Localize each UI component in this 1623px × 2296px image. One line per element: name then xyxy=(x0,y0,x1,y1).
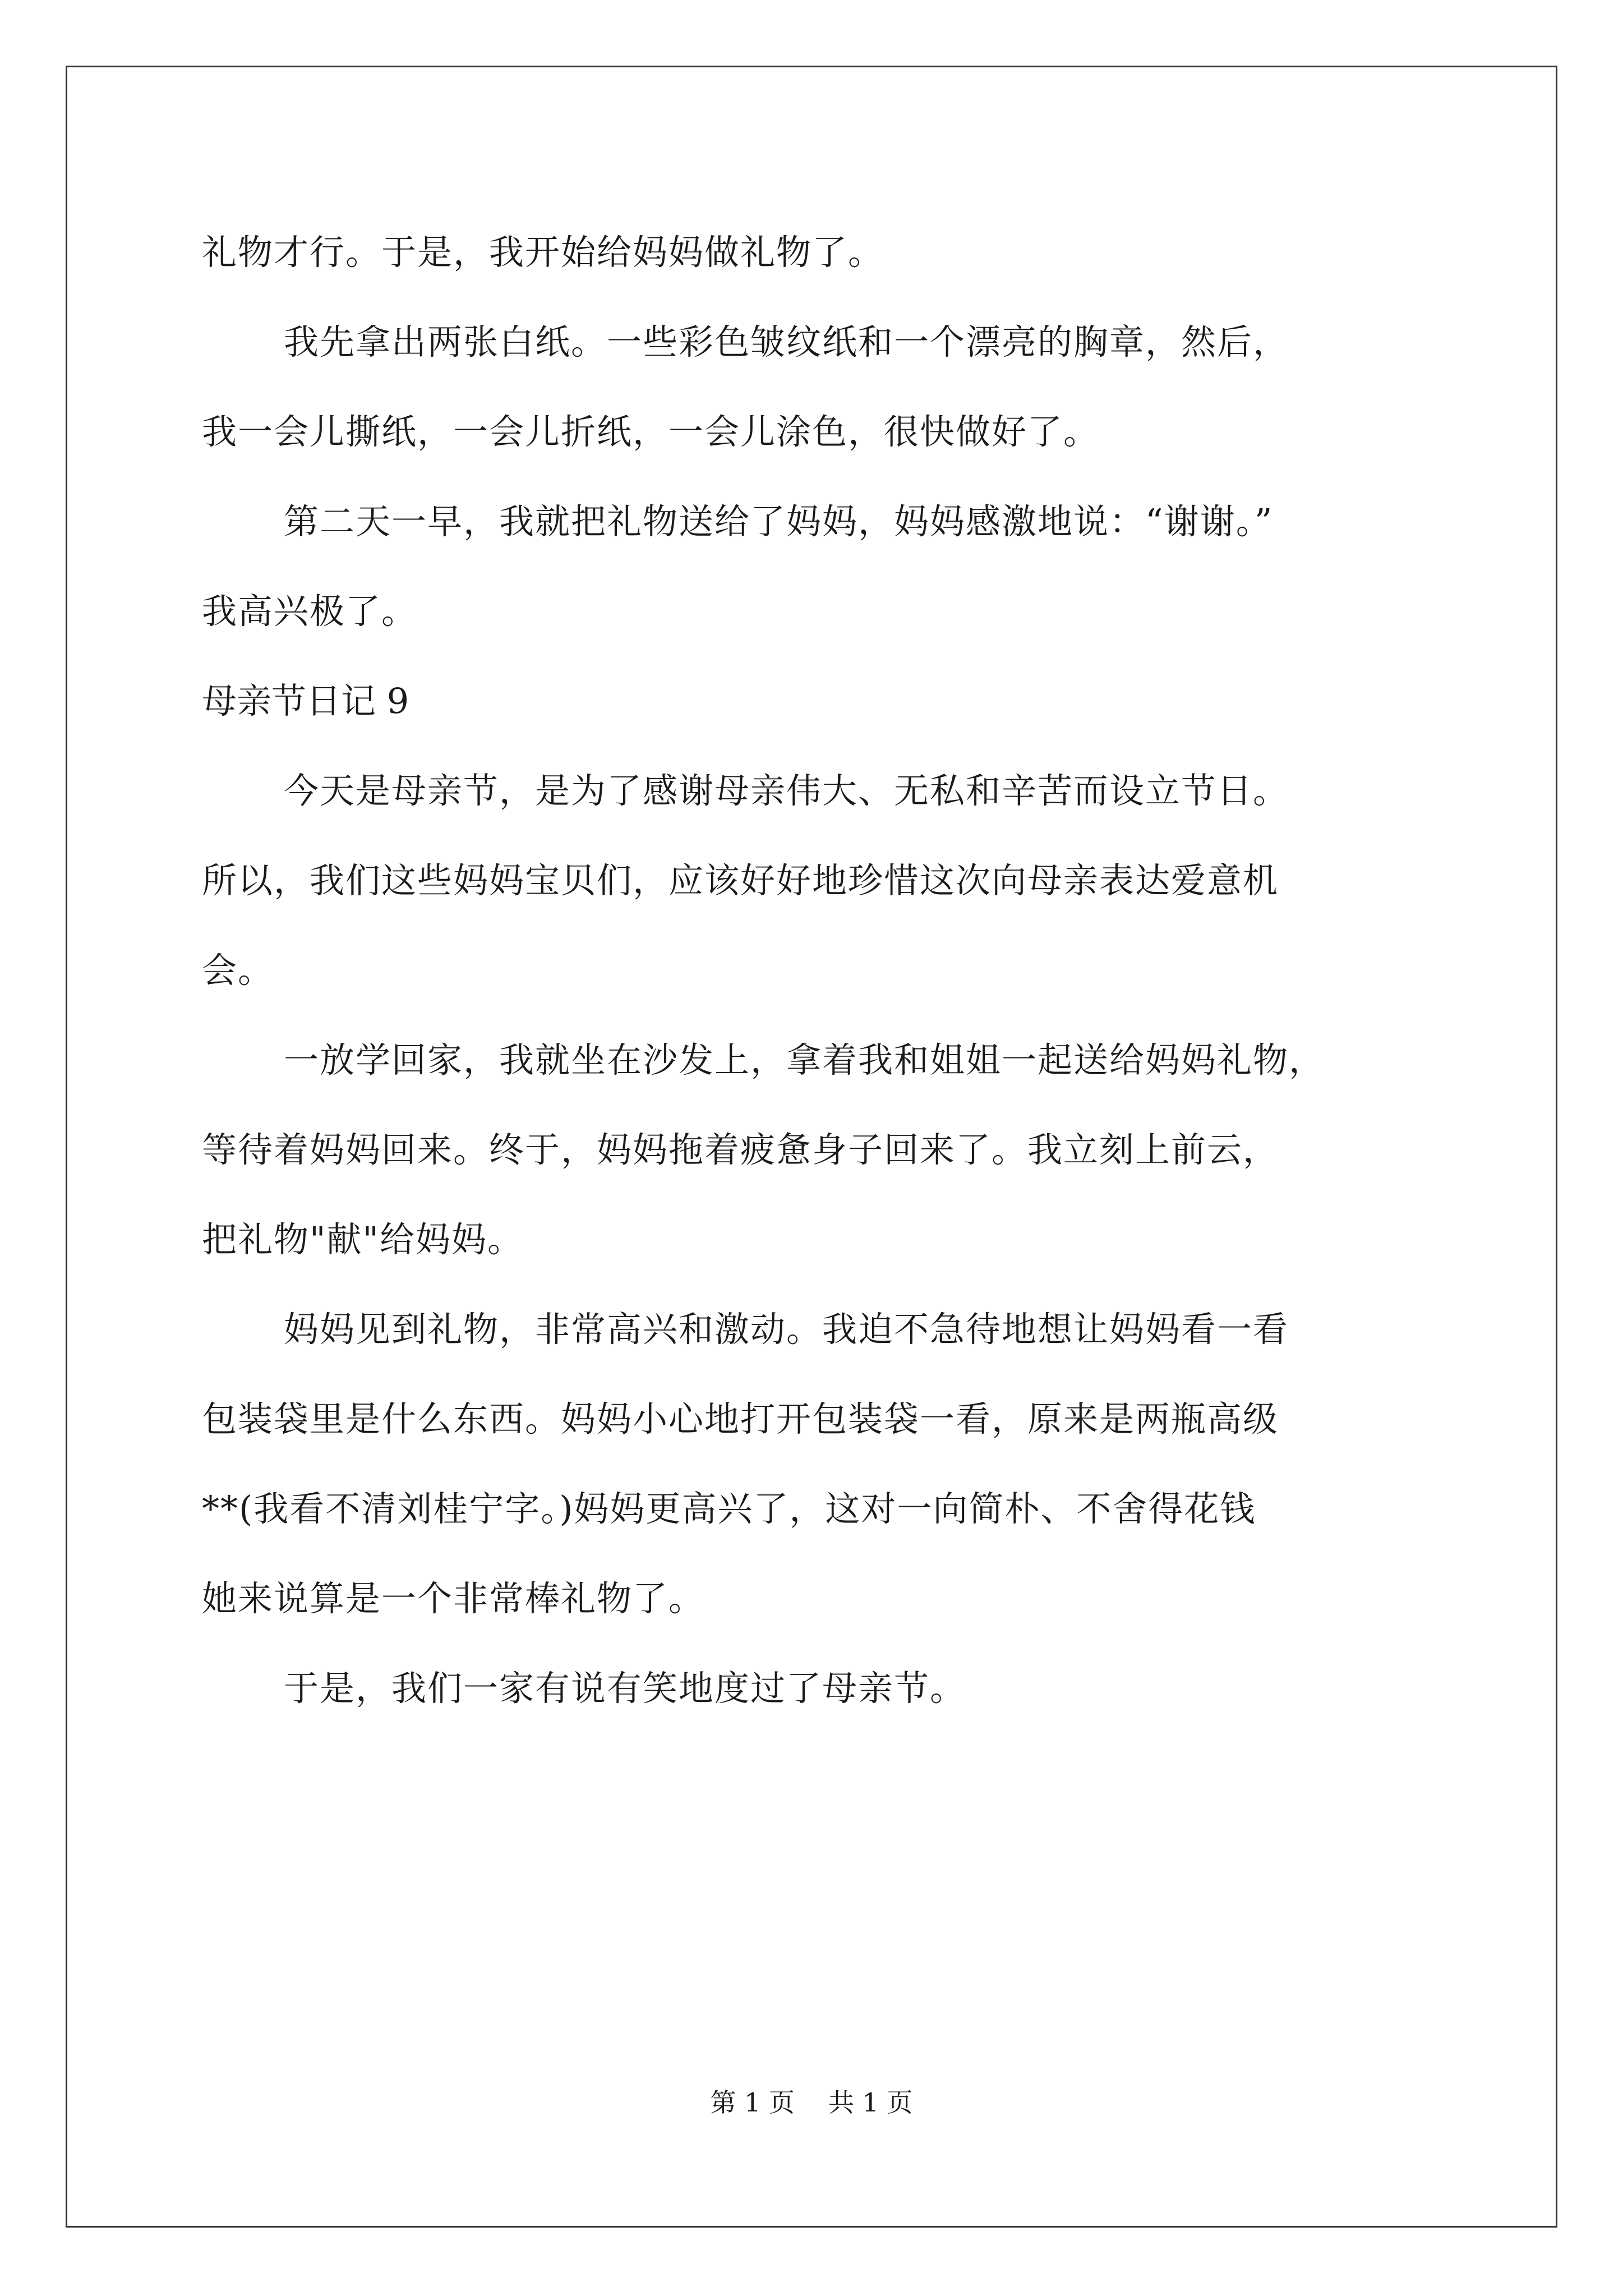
text-line: 她来说算是一个非常棒礼物了。 xyxy=(202,1578,705,1619)
text-line: 我一会儿撕纸，一会儿折纸，一会儿涂色，很快做好了。 xyxy=(202,411,1100,452)
page-footer xyxy=(0,2086,1623,2119)
text-line: 会。 xyxy=(202,950,274,991)
text-line: 把礼物"献"给妈妈。 xyxy=(202,1219,524,1260)
text-line: 一放学回家，我就坐在沙发上，拿着我和姐姐一起送给妈妈礼物， xyxy=(284,1039,1325,1080)
text-line: 妈妈见到礼物，非常高兴和激动。我迫不急待地想让妈妈看一看 xyxy=(284,1309,1289,1350)
text-line: 于是，我们一家有说有笑地度过了母亲节。 xyxy=(284,1668,966,1709)
page-number-total: 共 1 页 xyxy=(828,2087,913,2118)
text-line: 第二天一早，我就把礼物送给了妈妈，妈妈感激地说：“谢谢。” xyxy=(284,501,1274,542)
document-body xyxy=(202,208,1430,1733)
text-line: 等待着妈妈回来。终于，妈妈拖着疲惫身子回来了。我立刻上前云， xyxy=(202,1129,1279,1170)
text-line: 今天是母亲节，是为了感谢母亲伟大、无私和辛苦而设立节日。 xyxy=(284,770,1289,811)
text-line: 我先拿出两张白纸。一些彩色皱纹纸和一个漂亮的胸章，然后， xyxy=(284,321,1289,362)
text-line: **(我看不清刘桂宁字。)妈妈更高兴了，这对一向简朴、不舍得花钱 xyxy=(202,1488,1256,1529)
section-heading: 母亲节日记 9 xyxy=(202,680,409,721)
text-line: 包装袋里是什么东西。妈妈小心地打开包装袋一看，原来是两瓶高级 xyxy=(202,1398,1279,1439)
page-number-current: 第 1 页 xyxy=(710,2087,795,2118)
text-line: 礼物才行。于是，我开始给妈妈做礼物了。 xyxy=(202,232,884,273)
text-line: 所以，我们这些妈妈宝贝们，应该好好地珍惜这次向母亲表达爱意机 xyxy=(202,860,1279,901)
text-line: 我高兴极了。 xyxy=(202,591,418,632)
